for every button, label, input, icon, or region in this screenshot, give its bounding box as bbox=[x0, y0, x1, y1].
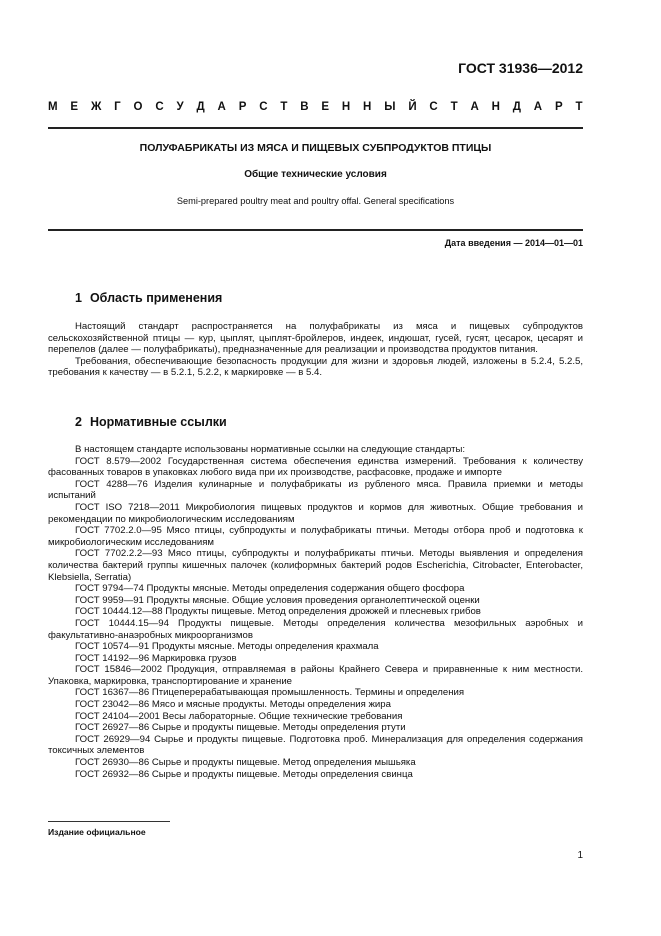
section-1-heading bbox=[75, 291, 222, 305]
document-subtitle: Общие технические условия bbox=[244, 169, 387, 180]
introduction-date: Дата введения — 2014—01—01 bbox=[444, 238, 583, 248]
section-number: 2 bbox=[75, 415, 82, 429]
reference-item: ГОСТ 8.579—2002 Государственная система обеспечения единства измерений. Требования к количеству фасованных товаров в упаковках любого вида при их производстве, расфасовке, продаже и импорте bbox=[48, 455, 583, 479]
reference-item: ГОСТ 23042—86 Мясо и мясные продукты. Методы определения жира bbox=[75, 699, 391, 711]
reference-item: ГОСТ 15846—2002 Продукция, отправляемая в районы Крайнего Севера и приравненные к ним местности. Упаковка, маркировка, транспортирование и хранение bbox=[48, 664, 583, 687]
reference-item: ГОСТ 26930—86 Сырье и продукты пищевые. Метод определения мышьяка bbox=[75, 757, 416, 769]
reference-item: ГОСТ 14192—96 Маркировка грузов bbox=[75, 652, 237, 664]
title-divider bbox=[48, 229, 583, 231]
reference-item: ГОСТ 10444.12—88 Продукты пищевые. Метод определения дрожжей и плесневых грибов bbox=[75, 606, 481, 618]
section-title: Нормативные ссылки bbox=[89, 415, 227, 429]
reference-item: ГОСТ 26929—94 Сырье и продукты пищевые. Подготовка проб. Минерализация для определения содержания токсичных элементов bbox=[48, 733, 583, 757]
document-title: ПОЛУФАБРИКАТЫ ИЗ МЯСА И ПИЩЕВЫХ СУБПРОДУКТОВ ПТИЦЫ bbox=[139, 142, 492, 154]
page-number: 1 bbox=[577, 850, 583, 861]
references-list bbox=[48, 444, 583, 780]
reference-item: ГОСТ 9959—91 Продукты мясные. Общие условия проведения органолептической оценки bbox=[75, 594, 480, 606]
paragraph: Требования, обеспечивающие безопасность продукции для жизни и здоровья людей, изложены в 5.2.4, 5.2.5, требования к качеству — в 5.2.1, 5.2.2, к маркировке — в 5.4. bbox=[48, 355, 583, 379]
standard-type-banner: М Е Ж Г О С У Д А Р С Т В Е Н Н Ы Й С Т А Н Д А Р Т bbox=[48, 101, 583, 113]
paragraph: Настоящий стандарт распространяется на полуфабрикаты из мяса и пищевых субпродуктов сельскохозяйственной птицы — кур, цыплят, цыплят-бройлеров, индеек, индюшат, гусей, гусят, цесарок, цесарят и перепелов (далее — полуфабрикаты), предназначенные для реализации и производства продуктов питания. bbox=[48, 321, 583, 356]
reference-item: ГОСТ 9794—74 Продукты мясные. Методы определения содержания общего фосфора bbox=[75, 583, 465, 595]
section-title: Область применения bbox=[89, 291, 223, 305]
reference-item: ГОСТ 7702.2.0—95 Мясо птицы, субпродукты и полуфабрикаты птичьи. Методы отбора проб и подготовка к микробиологическим исследованиям bbox=[48, 525, 583, 548]
reference-item: ГОСТ 24104—2001 Весы лабораторные. Общие технические требования bbox=[75, 710, 403, 722]
reference-item: ГОСТ 10444.15—94 Продукты пищевые. Методы определения количества мезофильных аэробных и факультативно-анаэробных микроорганизмов bbox=[48, 617, 583, 641]
section-2-heading bbox=[75, 415, 227, 429]
footer-divider bbox=[48, 821, 170, 822]
section-1-body bbox=[48, 321, 583, 379]
reference-item: ГОСТ 16367—86 Птицеперерабатывающая промышленность. Термины и определения bbox=[75, 687, 465, 699]
reference-item: ГОСТ 10574—91 Продукты мясные. Методы определения крахмала bbox=[75, 641, 379, 653]
reference-item: ГОСТ ISO 7218—2011 Микробиология пищевых продуктов и кормов для животных. Общие требования и рекомендации по микробиологическим исследованиям bbox=[48, 501, 583, 525]
document-code: ГОСТ 31936—2012 bbox=[458, 60, 583, 76]
reference-item: ГОСТ 26932—86 Сырье и продукты пищевые. Методы определения свинца bbox=[75, 768, 413, 780]
edition-note: Издание официальное bbox=[48, 827, 146, 837]
reference-item: ГОСТ 26927—86 Сырье и продукты пищевые. Методы определения ртути bbox=[75, 722, 406, 734]
document-title-english: Semi-prepared poultry meat and poultry offal. General specifications bbox=[176, 196, 455, 206]
top-divider bbox=[48, 127, 583, 129]
reference-item: ГОСТ 7702.2.2—93 Мясо птицы, субпродукты и полуфабрикаты птичьи. Методы выявления и определения количества бактерий группы кишечных палочек (колиформных бактерий родов Escherichia, Citrobacter, Enterobacter, Klebsiella, Serratia) bbox=[48, 548, 583, 583]
reference-item: ГОСТ 4288—76 Изделия кулинарные и полуфабрикаты из рубленого мяса. Правила приемки и методы испытаний bbox=[48, 478, 583, 502]
references-lead: В настоящем стандарте использованы нормативные ссылки на следующие стандарты: bbox=[75, 444, 466, 455]
section-number: 1 bbox=[75, 291, 82, 305]
